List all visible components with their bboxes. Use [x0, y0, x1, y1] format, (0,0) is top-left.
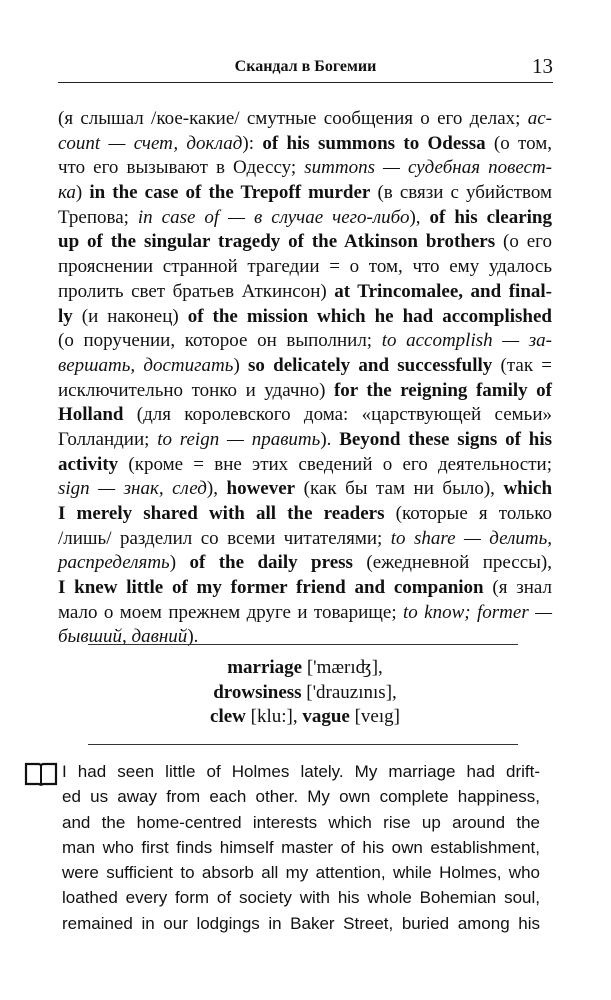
text-run: что его вызывают в Одессу;	[58, 157, 305, 179]
header-rule	[58, 82, 553, 83]
text-run: исключительно тонко и удачно)	[58, 379, 334, 401]
paragraph-line	[58, 329, 552, 354]
bold-run: however	[226, 478, 296, 500]
english-line: and the home-centred interests which rise up around the	[62, 812, 540, 832]
bold-run: activity	[58, 453, 119, 475]
paragraph-line	[58, 502, 552, 527]
italic-run: to accomplish — за-	[381, 330, 553, 352]
paragraph-line	[58, 453, 552, 478]
paragraph-line	[58, 601, 552, 626]
text-run: /лишь/ разделил со всеми читателями;	[58, 527, 391, 549]
text-run: (о его	[495, 231, 552, 253]
english-line: man who first finds himself master of his own establishment,	[62, 837, 540, 857]
separator-bottom	[88, 744, 518, 745]
text-run: ),	[409, 206, 430, 228]
text-run: ).	[187, 626, 199, 648]
bold-run: in the case of the Trepoff murder	[89, 182, 371, 204]
text-run: (которые я только	[384, 503, 552, 524]
running-title: Скандал в Богемии	[234, 58, 377, 75]
vocab-entry	[58, 681, 552, 706]
italic-run: to know; former —	[403, 601, 552, 623]
text-run: (о поручении, которое он выполнил;	[58, 330, 382, 352]
paragraph-line	[58, 403, 552, 428]
paragraph-line	[58, 428, 552, 453]
page-number: 13	[532, 54, 553, 78]
english-line: I had seen little of Holmes lately. My marriage had drift-	[62, 762, 540, 781]
bold-run: I merely shared with all the readers	[58, 503, 385, 524]
bold-run: which	[503, 478, 553, 500]
italic-run: to reign — править	[157, 428, 321, 450]
english-line: were sufficient to absorb all my attention, while Holmes, who	[62, 863, 540, 883]
text-run: Голландии;	[58, 428, 158, 450]
separator-top	[88, 644, 518, 645]
paragraph-line	[58, 551, 552, 576]
italic-run: распределять	[58, 552, 170, 574]
text-run: (для королевского дома: «царствующей семьи»	[123, 404, 552, 426]
paragraph-line	[58, 477, 552, 502]
text-run: ).	[320, 428, 340, 450]
vocab-word: vague	[302, 706, 350, 728]
bold-run: up of the singular tragedy of the Atkinson brothers	[58, 231, 496, 253]
bold-run: Beyond these signs of his	[339, 428, 552, 450]
adapted-paragraph	[58, 107, 552, 650]
italic-run: вершать, достигать	[58, 354, 234, 376]
italic-run: ac-	[527, 108, 552, 129]
vocab-word: drowsiness	[213, 681, 302, 703]
paragraph-line	[58, 230, 552, 255]
text-run: )	[169, 552, 190, 574]
italic-run: count — счет, доклад	[58, 132, 243, 154]
english-line: ed us away from each other. My own complete happiness,	[62, 787, 540, 807]
vocab-transcription: ['drauzınıs],	[301, 681, 397, 703]
text-run: (о том,	[485, 132, 552, 154]
bold-run: of his summons to Odessa	[262, 132, 486, 154]
text-run: (и наконец)	[72, 305, 188, 327]
text-run: пролить свет братьев Аткинсон)	[58, 280, 335, 302]
english-line: remained in our lodgings in Baker Street, buried among his	[62, 913, 540, 933]
text-run: (я знал	[483, 577, 552, 599]
paragraph-line	[58, 354, 552, 379]
bold-run: ly	[58, 305, 73, 327]
italic-run: in case of — в случае чего-либо	[137, 206, 410, 228]
english-line: loathed every form of society with his whole Bohemian soul,	[62, 888, 540, 908]
italic-run: summons — судебная повест-	[304, 157, 552, 179]
text-run: (как бы там ни было),	[295, 478, 504, 500]
text-run: мало о моем прежнем друге и товарище;	[58, 601, 404, 623]
bold-run: of the mission which he had accomplished	[187, 305, 552, 327]
vocab-entry	[58, 705, 552, 730]
paragraph-line	[58, 181, 552, 206]
paragraph-line	[58, 156, 552, 181]
italic-run: sign — знак, след	[58, 478, 207, 500]
vocab-word: clew	[210, 706, 246, 728]
text-run: (я слышал /кое-какие/ смутные сообщения о его делах;	[58, 108, 528, 129]
text-run: ),	[206, 478, 227, 500]
paragraph-line	[58, 379, 552, 404]
text-run: )	[233, 354, 249, 376]
italic-run: бывший, давний	[58, 626, 188, 648]
paragraph-line	[58, 206, 552, 231]
bold-run: I knew little of my former friend and companion	[58, 577, 484, 599]
vocab-word: marriage	[227, 657, 303, 678]
paragraph-line	[58, 132, 552, 157]
text-run: (так =	[492, 354, 553, 376]
italic-run: to share — делить,	[390, 527, 552, 549]
vocab-entry	[58, 656, 552, 681]
bold-run: Holland	[58, 404, 124, 426]
bold-run: so delicately and successfully	[248, 354, 493, 376]
paragraph-line	[58, 305, 552, 330]
paragraph-line	[58, 625, 552, 650]
paragraph-line	[58, 255, 552, 280]
bold-run: of the daily press	[189, 552, 353, 574]
paragraph-line	[58, 527, 552, 552]
paragraph-line	[58, 280, 552, 305]
text-run: прояснении странной трагедии = о том, что ему удалось	[58, 256, 552, 278]
paragraph-line	[58, 107, 552, 132]
text-run: )	[75, 182, 90, 204]
paragraph-line	[58, 576, 552, 601]
vocab-transcription: [klu:],	[245, 706, 303, 728]
running-header	[58, 52, 553, 82]
text-run: (ежедневной прессы),	[352, 552, 552, 574]
bold-run: at Trincomalee, and final-	[334, 280, 552, 302]
bold-run: of his clearing	[429, 206, 553, 228]
text-run: ):	[242, 132, 263, 154]
original-english-text	[62, 759, 540, 936]
italic-run: ка	[58, 182, 76, 204]
vocab-transcription: ['mærıʤ],	[302, 657, 383, 678]
vocab-transcription: [veıg]	[349, 706, 400, 728]
text-run: Трепова;	[58, 206, 138, 228]
text-run: (кроме = вне этих сведений о его деятельности;	[118, 453, 552, 475]
text-run: (в связи с убийством	[370, 182, 553, 204]
vocabulary-block	[58, 656, 552, 730]
open-book-icon	[24, 761, 58, 787]
bold-run: for the reigning family of	[333, 379, 552, 401]
